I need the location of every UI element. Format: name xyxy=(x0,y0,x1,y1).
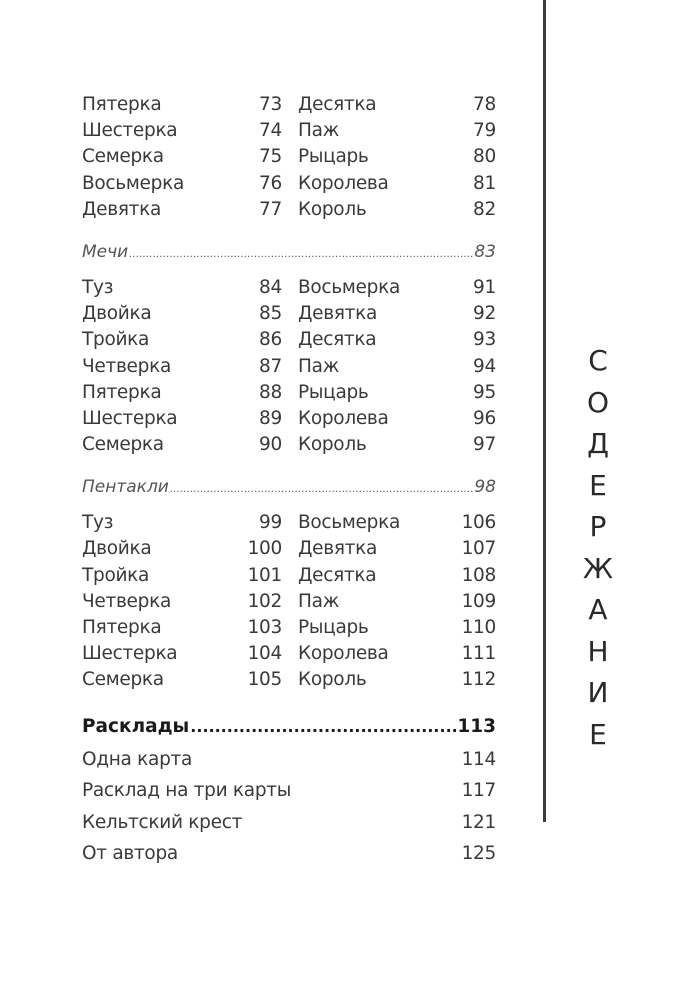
section-title: Пентакли xyxy=(82,477,169,498)
toc-entry[interactable]: Двойка 85 xyxy=(82,301,282,327)
toc-entry[interactable]: Паж 109 xyxy=(282,589,496,615)
page-number: 102 xyxy=(247,590,282,612)
page-number: 112 xyxy=(461,669,496,691)
swords-entries xyxy=(82,275,496,458)
toc-entry[interactable]: Королева 81 xyxy=(282,171,496,197)
toc-entry[interactable]: Шестерка 104 xyxy=(82,641,282,667)
toc-entry[interactable]: Рыцарь 110 xyxy=(282,615,496,641)
page-number: 108 xyxy=(461,564,496,586)
title-letter: Е xyxy=(589,717,607,751)
toc-entry[interactable]: Восьмерка 76 xyxy=(82,171,282,197)
toc-entry[interactable]: Восьмерка 91 xyxy=(282,275,496,301)
toc-entry[interactable]: Шестерка 74 xyxy=(82,118,282,144)
page-number: 85 xyxy=(259,303,282,325)
toc-entry[interactable]: Девятка 77 xyxy=(82,197,282,223)
section-title: Мечи xyxy=(82,241,129,262)
page-number: 104 xyxy=(247,643,282,665)
section-heading-pentacles[interactable] xyxy=(82,474,496,500)
toc-entry[interactable]: Пятерка 103 xyxy=(82,615,282,641)
page-number: 117 xyxy=(461,780,496,802)
page-number: 100 xyxy=(247,538,282,560)
page-number: 86 xyxy=(259,329,282,351)
page-number: 109 xyxy=(461,590,496,612)
page-number: 94 xyxy=(473,355,496,377)
page-number: 95 xyxy=(473,381,496,403)
page-number: 121 xyxy=(461,811,496,833)
page-number: 91 xyxy=(473,276,496,298)
page-number: 89 xyxy=(259,407,282,429)
dot-leader xyxy=(190,712,456,742)
page-number: 103 xyxy=(247,617,282,638)
section-heading-spreads[interactable] xyxy=(82,712,496,742)
page-number: 93 xyxy=(473,329,496,351)
toc-entry[interactable]: Семерка 90 xyxy=(82,432,282,458)
page-number: 79 xyxy=(473,120,496,142)
pentacles-entries xyxy=(82,510,496,693)
spreads-entries xyxy=(82,744,496,870)
page-number: 110 xyxy=(461,617,496,638)
toc-entry[interactable]: Девятка 92 xyxy=(282,301,496,327)
toc-entry[interactable]: Шестерка 89 xyxy=(82,406,282,432)
page-number: 77 xyxy=(259,198,282,220)
toc-entry[interactable]: Кельтский крест 121 xyxy=(82,807,496,839)
page-number: 78 xyxy=(473,94,496,115)
page-number: 83 xyxy=(474,241,496,262)
toc-entry[interactable]: Королева 111 xyxy=(282,641,496,667)
page-number: 87 xyxy=(259,355,282,377)
contents-vertical-title xyxy=(583,340,613,755)
page-number: 99 xyxy=(259,512,282,534)
title-letter: И xyxy=(587,676,609,709)
toc-entry[interactable]: Семерка 75 xyxy=(82,144,282,170)
title-letter: Ж xyxy=(582,551,614,585)
toc-entry[interactable]: Королева 96 xyxy=(282,406,496,432)
page-number: 111 xyxy=(461,643,496,665)
toc-entry[interactable]: Двойка 100 xyxy=(82,536,282,562)
toc-entry[interactable]: Расклад на три карты 117 xyxy=(82,775,496,807)
page-number: 74 xyxy=(259,120,282,142)
toc-entry[interactable]: Девятка 107 xyxy=(282,536,496,562)
toc-entry[interactable]: Король 97 xyxy=(282,432,496,458)
page-number: 84 xyxy=(259,276,282,298)
toc-entry[interactable]: Десятка 108 xyxy=(282,563,496,589)
toc-entry[interactable]: Рыцарь 80 xyxy=(282,144,496,170)
toc-entry[interactable]: Пятерка 73 xyxy=(82,92,282,118)
dot-leader xyxy=(129,239,473,268)
toc-entry[interactable]: Десятка 78 xyxy=(282,92,496,118)
toc-entry[interactable]: Туз 99 xyxy=(82,510,282,536)
toc-entry[interactable]: Тройка 101 xyxy=(82,563,282,589)
title-letter: Н xyxy=(587,634,609,668)
toc-entry[interactable]: Восьмерка 106 xyxy=(282,510,496,536)
page-number: 106 xyxy=(461,512,496,534)
wands-tail-entries xyxy=(82,92,496,223)
crescent-moon-icon xyxy=(532,820,566,854)
page-number: 125 xyxy=(461,843,496,865)
title-letter: О xyxy=(586,385,610,419)
page-number: 97 xyxy=(473,434,496,456)
toc-entry[interactable]: Пятерка 88 xyxy=(82,380,282,406)
toc-entry[interactable]: От автора 125 xyxy=(82,838,496,870)
page-number: 75 xyxy=(259,146,282,168)
title-letter: С xyxy=(588,344,608,377)
page-number: 101 xyxy=(247,564,282,586)
toc-entry[interactable]: Четверка 102 xyxy=(82,589,282,615)
toc-entry[interactable]: Одна карта 114 xyxy=(82,744,496,776)
page-number: 113 xyxy=(457,715,496,737)
page-number: 107 xyxy=(461,538,496,560)
toc-entry[interactable]: Паж 79 xyxy=(282,118,496,144)
title-letter: Р xyxy=(589,510,607,543)
toc-entry[interactable]: Тройка 86 xyxy=(82,327,282,353)
toc-entry[interactable]: Десятка 93 xyxy=(282,327,496,353)
toc-entry[interactable]: Четверка 87 xyxy=(82,354,282,380)
page-number: 80 xyxy=(473,146,496,168)
page-number: 98 xyxy=(474,477,496,498)
table-of-contents xyxy=(82,92,496,870)
page-number: 105 xyxy=(247,669,282,691)
title-letter: А xyxy=(588,593,608,626)
page-number: 88 xyxy=(259,381,282,403)
toc-entry[interactable]: Король 82 xyxy=(282,197,496,223)
page-number: 76 xyxy=(259,172,282,194)
page-number: 114 xyxy=(461,748,496,770)
toc-entry[interactable]: Семерка 105 xyxy=(82,667,282,693)
section-title: Расклады xyxy=(82,715,190,737)
toc-entry[interactable]: Рыцарь 95 xyxy=(282,380,496,406)
page-number: 81 xyxy=(473,172,496,194)
vertical-divider-line xyxy=(543,0,546,822)
section-heading-swords[interactable] xyxy=(82,239,496,265)
page-number: 90 xyxy=(259,434,282,456)
title-letter: Е xyxy=(589,468,607,502)
title-letter: Д xyxy=(587,427,609,460)
dot-leader xyxy=(170,474,474,503)
page-number: 92 xyxy=(473,303,496,325)
page-number: 82 xyxy=(473,198,496,220)
toc-entry[interactable]: Король 112 xyxy=(282,667,496,693)
toc-entry[interactable]: Паж 94 xyxy=(282,354,496,380)
page-number: 96 xyxy=(473,407,496,429)
page-number: 73 xyxy=(259,94,282,115)
toc-entry[interactable]: Туз 84 xyxy=(82,275,282,301)
